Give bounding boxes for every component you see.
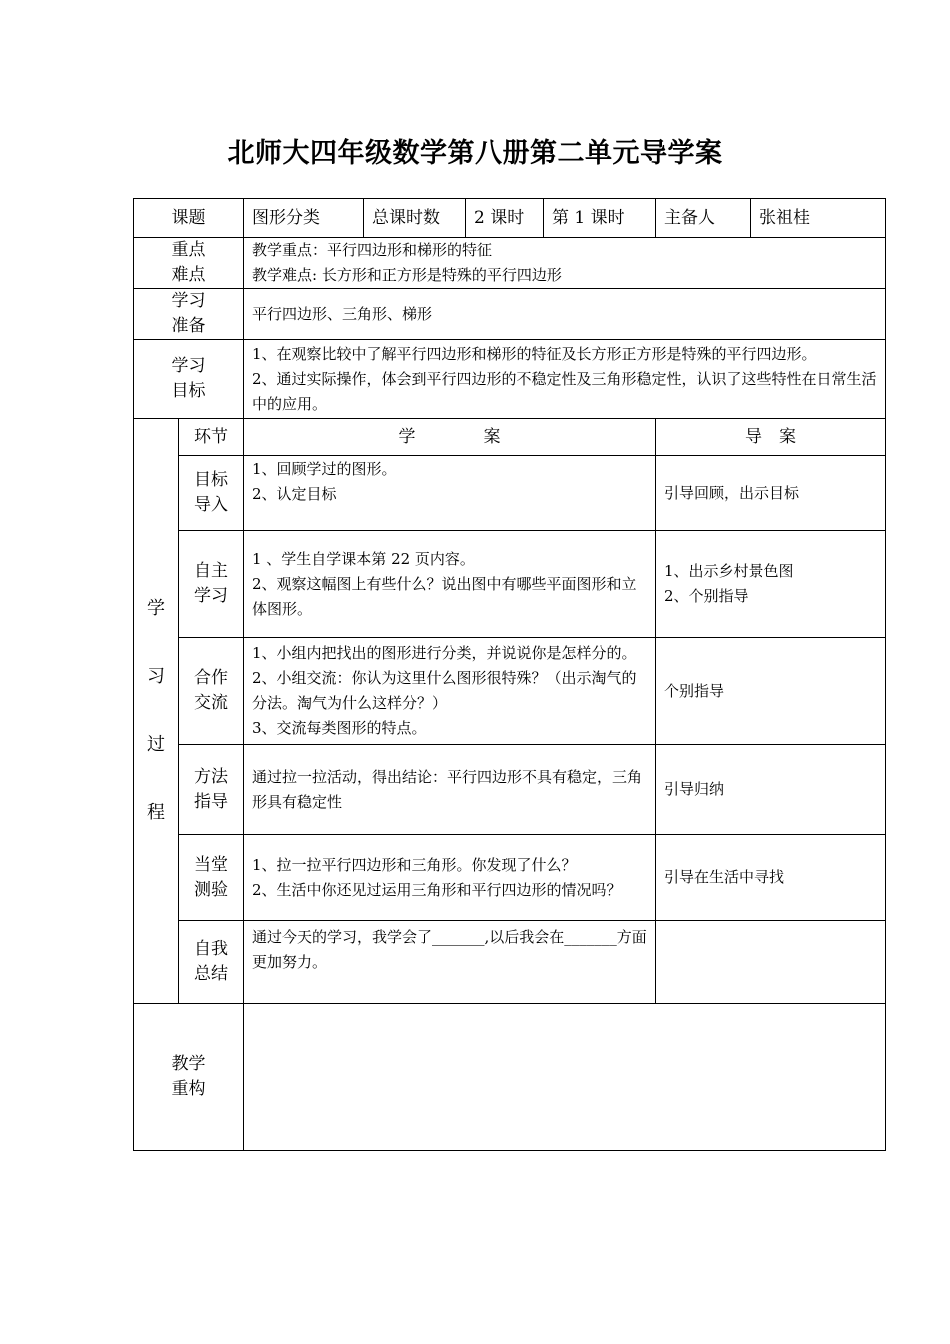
study-content: 1、回顾学过的图形。 2、认定目标 (244, 456, 656, 531)
guide-content: 引导回顾，出示目标 (656, 456, 886, 531)
process-row (134, 638, 886, 745)
objectives-label: 学习 目标 (134, 340, 244, 419)
study-content: 1、小组内把找出的图形进行分类，并说说你是怎样分的。 2、小组交流：你认为这里什么图形很特殊？（出示淘气的分法。淘气为什么这样分？） 3、交流每类图形的特点。 (244, 638, 656, 745)
page-title: 北师大四年级数学第八册第二单元导学案 (227, 138, 723, 169)
guide-content (656, 921, 886, 1004)
topic-label: 课题 (134, 199, 244, 238)
stage-label: 自我 总结 (179, 921, 244, 1004)
study-content: 通过今天的学习，我学会了_______,以后我会在_______方面更加努力。 (244, 921, 656, 1004)
objectives-row (134, 340, 886, 419)
process-row (134, 835, 886, 921)
study-content: 通过拉一拉活动，得出结论：平行四边形不具有稳定，三角形具有稳定性 (244, 745, 656, 835)
process-row (134, 745, 886, 835)
guide-content: 1、出示乡村景色图 2、个别指导 (656, 531, 886, 638)
total-hours-label: 总课时数 (364, 199, 466, 238)
total-hours-value: 2 课时 (466, 199, 544, 238)
teaching-focus: 教学重点：平行四边形和梯形的特征 (252, 241, 493, 259)
stage-label: 目标 导入 (179, 456, 244, 531)
guide-content: 引导归纳 (656, 745, 886, 835)
key-points-row (134, 238, 886, 289)
stage-label: 合作 交流 (179, 638, 244, 745)
lesson-plan-table (133, 198, 886, 1151)
guide-content: 个别指导 (656, 638, 886, 745)
process-row (134, 531, 886, 638)
process-row (134, 456, 886, 531)
guide-content: 引导在生活中寻找 (656, 835, 886, 921)
process-header-row (134, 419, 886, 456)
preparation-content: 平行四边形、三角形、梯形 (244, 289, 886, 340)
key-points-label: 重点 难点 (134, 238, 244, 289)
stage-label: 方法 指导 (179, 745, 244, 835)
guide-column-header: 导 案 (656, 419, 886, 456)
current-hour: 第 1 课时 (544, 199, 656, 238)
key-points-content (244, 238, 886, 289)
reconstruction-label: 教学 重构 (134, 1004, 244, 1151)
reconstruction-content[interactable] (244, 1004, 886, 1151)
preparer-label: 主备人 (656, 199, 751, 238)
objectives-content (244, 340, 886, 419)
study-content: 1、拉一拉平行四边形和三角形。你发现了什么？ 2、生活中你还见过运用三角形和平行四边形的情况吗？ (244, 835, 656, 921)
header-row (134, 199, 886, 238)
preparation-label: 学习 准备 (134, 289, 244, 340)
stage-label: 自主 学习 (179, 531, 244, 638)
stage-label: 当堂 测验 (179, 835, 244, 921)
objective-item: 1、在观察比较中了解平行四边形和梯形的特征及长方形正方形是特殊的平行四边形。 (252, 344, 817, 363)
process-side-label: 学 习 过 程 (134, 419, 179, 1004)
topic-value: 图形分类 (244, 199, 364, 238)
process-row (134, 921, 886, 1004)
preparer-value: 张祖桂 (751, 199, 886, 238)
teaching-difficulty: 教学难点: 长方形和正方形是特殊的平行四边形 (252, 266, 562, 284)
reconstruction-row (134, 1004, 886, 1151)
objective-item: 2、通过实际操作，体会到平行四边形的不稳定性及三角形稳定性，认识了这些特性在日常生活中的应用。 (252, 369, 877, 413)
stage-column-header: 环节 (179, 419, 244, 456)
study-content: 1 、学生自学课本第 22 页内容。 2、观察这幅图上有些什么？说出图中有哪些平面图形和立体图形。 (244, 531, 656, 638)
preparation-row (134, 289, 886, 340)
study-column-header: 学 案 (244, 419, 656, 456)
